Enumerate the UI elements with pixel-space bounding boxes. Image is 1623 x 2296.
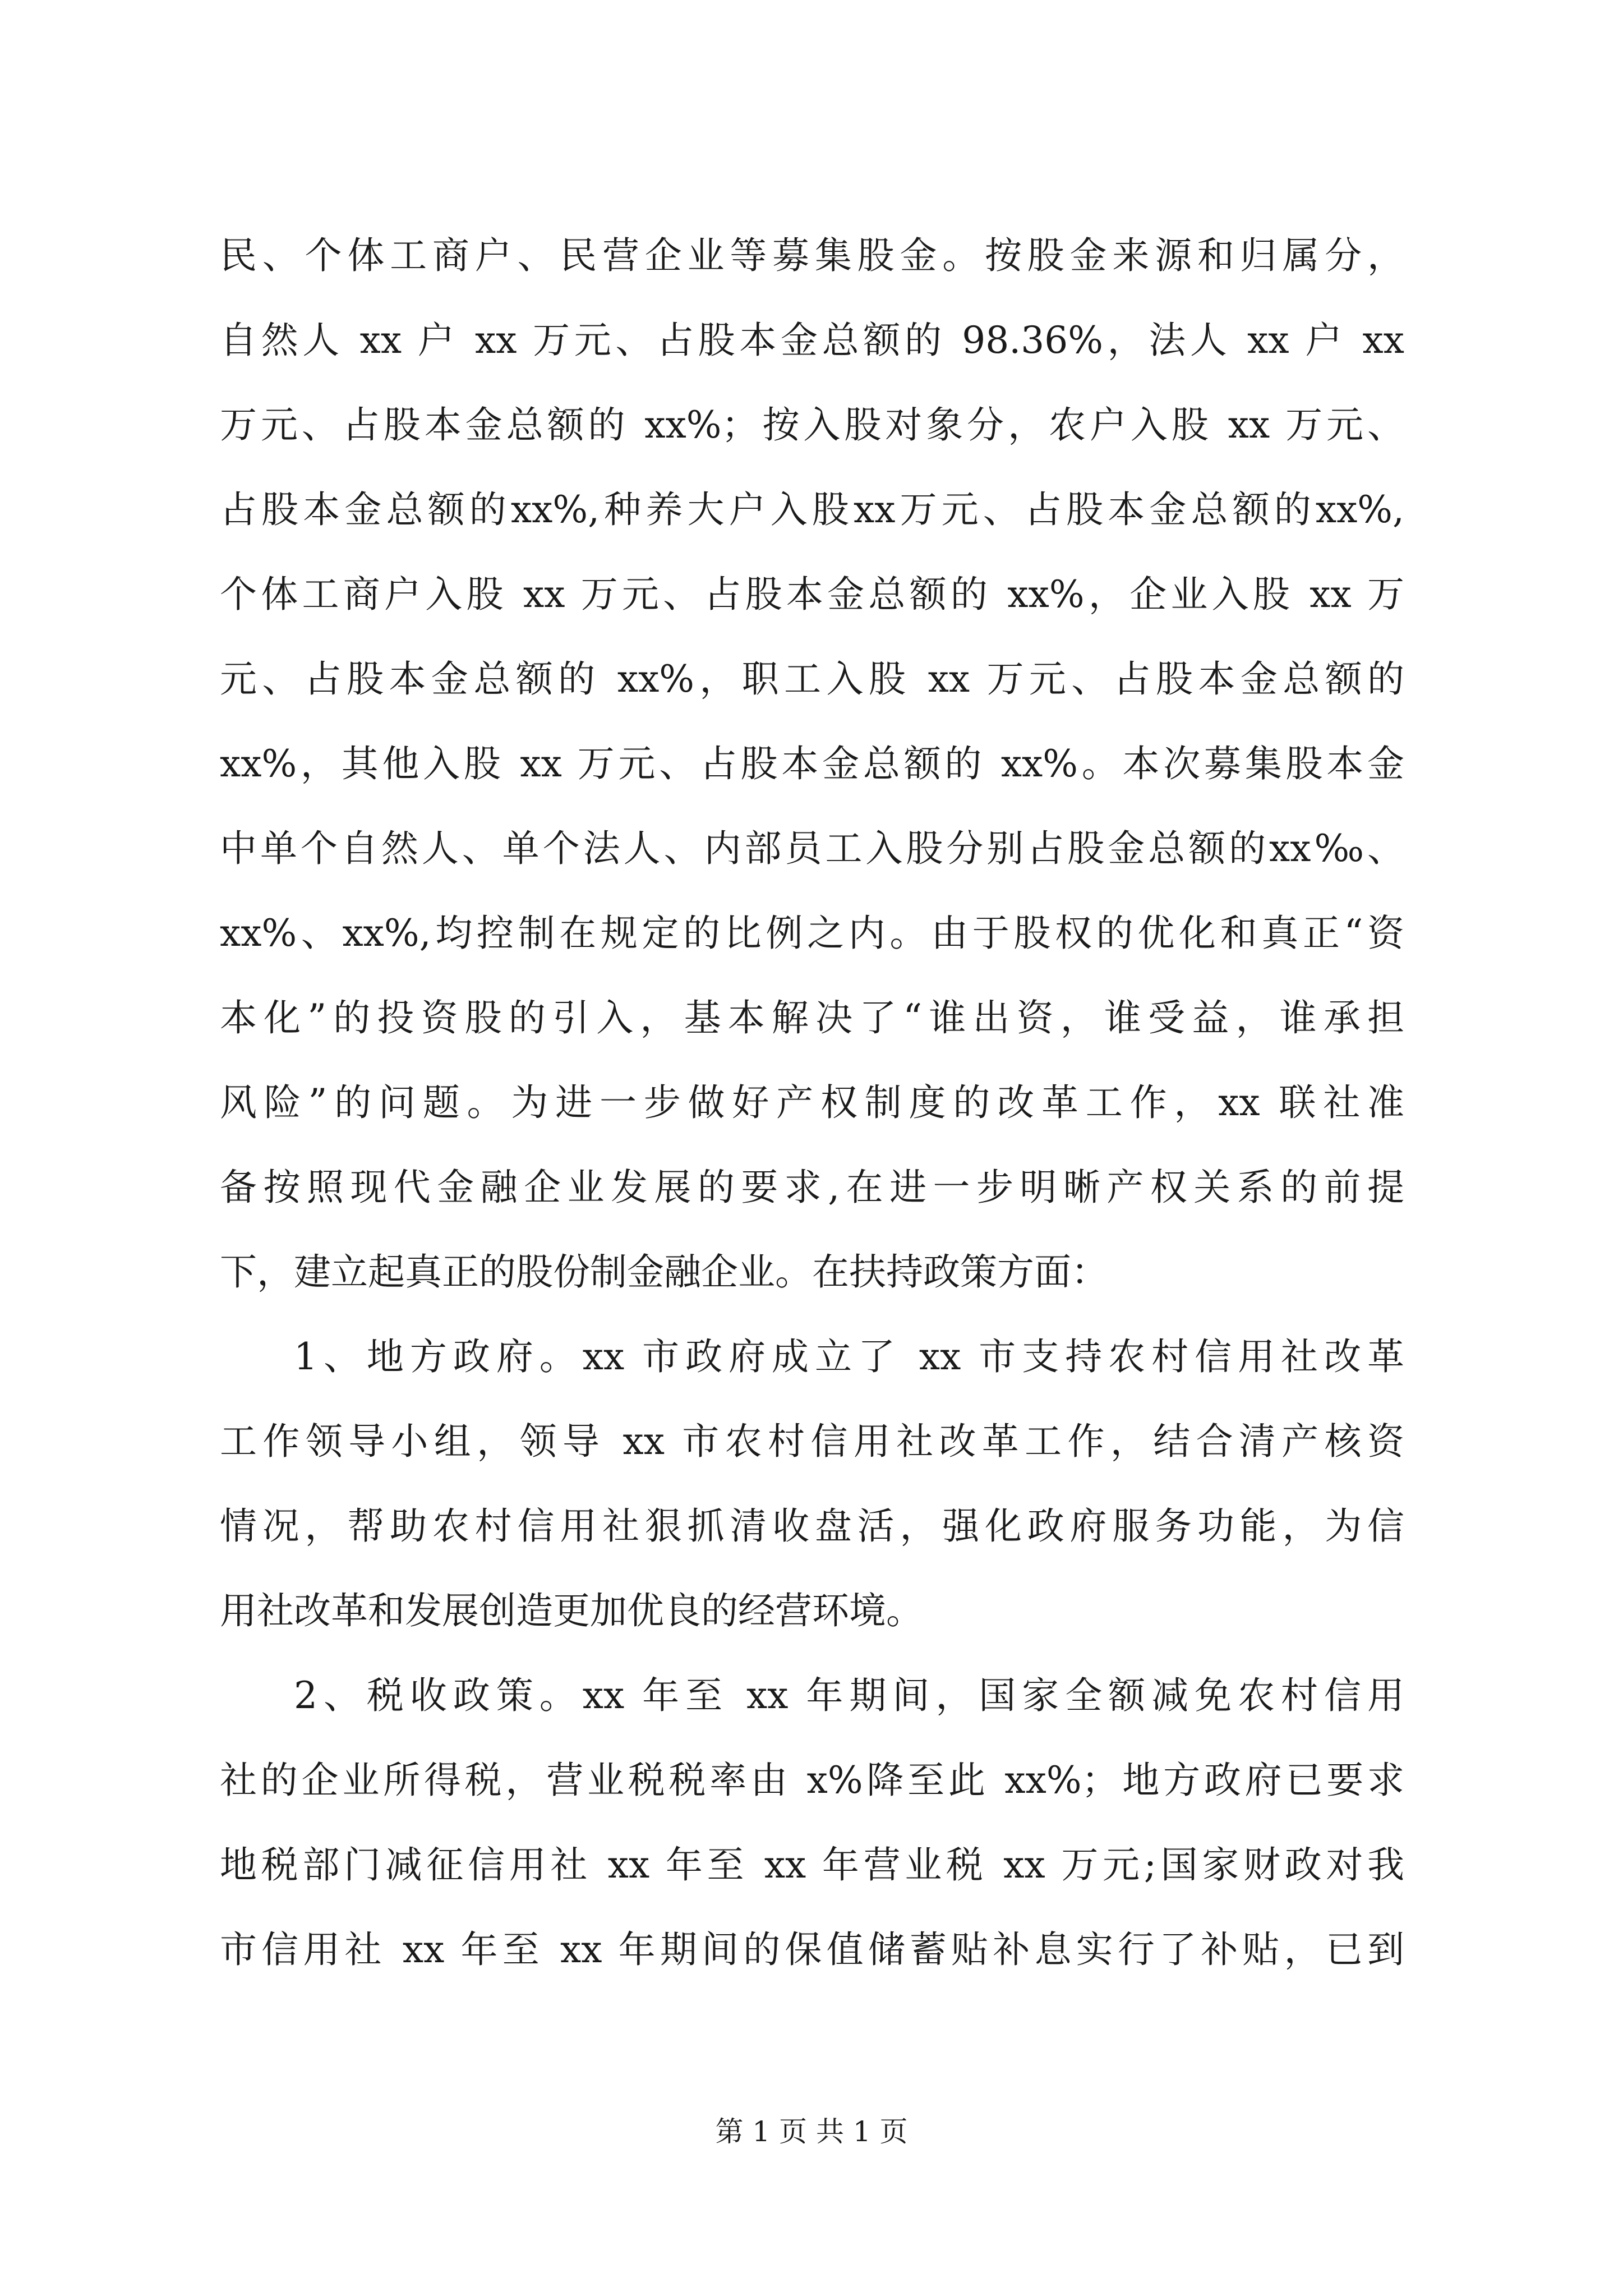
document-body	[220, 213, 1404, 1992]
text-line: 下，建立起真正的股份制金融企业。在扶持政策方面：	[220, 1250, 1108, 1294]
text-line: 市信用社 xx 年至 xx 年期间的保值储蓄贴补息实行了补贴，已到	[220, 1928, 1404, 1971]
text-line: 社的企业所得税，营业税税率由 x%降至此 xx%；地方政府已要求	[220, 1759, 1404, 1802]
text-line: 地税部门减征信用社 xx 年至 xx 年营业税 xx 万元;国家财政对我	[220, 1843, 1404, 1887]
text-line: xx%、xx%,均控制在规定的比例之内。由于股权的优化和真正“资	[220, 912, 1404, 955]
text-line: 备按照现代金融企业发展的要求,在进一步明晰产权关系的前提	[220, 1166, 1404, 1209]
page-footer: 第 1 页 共 1 页	[715, 2115, 908, 2148]
text-line: 本化”的投资股的引入，基本解决了“谁出资，谁受益，谁承担	[220, 996, 1404, 1039]
text-line: 情况，帮助农村信用社狠抓清收盘活，强化政府服务功能，为信	[220, 1504, 1404, 1548]
text-line: 占股本金总额的xx%,种养大户入股xx万元、占股本金总额的xx%,	[220, 488, 1404, 531]
paragraph-heading-line: 1、地方政府。xx 市政府成立了 xx 市支持农村信用社改革	[294, 1335, 1404, 1378]
text-line: 用社改革和发展创造更加优良的经营环境。	[220, 1589, 923, 1632]
text-line: 风险”的问题。为进一步做好产权制度的改革工作，xx 联社准	[220, 1081, 1404, 1124]
text-line: 工作领导小组，领导 xx 市农村信用社改革工作，结合清产核资	[220, 1420, 1404, 1463]
text-line: 万元、占股本金总额的 xx%；按入股对象分，农户入股 xx 万元、	[220, 403, 1404, 447]
text-line: 自然人 xx 户 xx 万元、占股本金总额的 98.36%，法人 xx 户 xx	[220, 319, 1404, 362]
text-line: xx%，其他入股 xx 万元、占股本金总额的 xx%。本次募集股本金	[220, 742, 1404, 785]
text-line: 个体工商户入股 xx 万元、占股本金总额的 xx%，企业入股 xx 万	[220, 573, 1404, 616]
text-line: 元、占股本金总额的 xx%，职工入股 xx 万元、占股本金总额的	[220, 657, 1404, 701]
paragraph-heading-line: 2、税收政策。xx 年至 xx 年期间，国家全额减免农村信用	[294, 1674, 1404, 1717]
text-line: 中单个自然人、单个法人、内部员工入股分别占股金总额的xx‰、	[220, 827, 1404, 870]
text-line: 民、个体工商户、民营企业等募集股金。按股金来源和归属分，	[220, 234, 1404, 277]
